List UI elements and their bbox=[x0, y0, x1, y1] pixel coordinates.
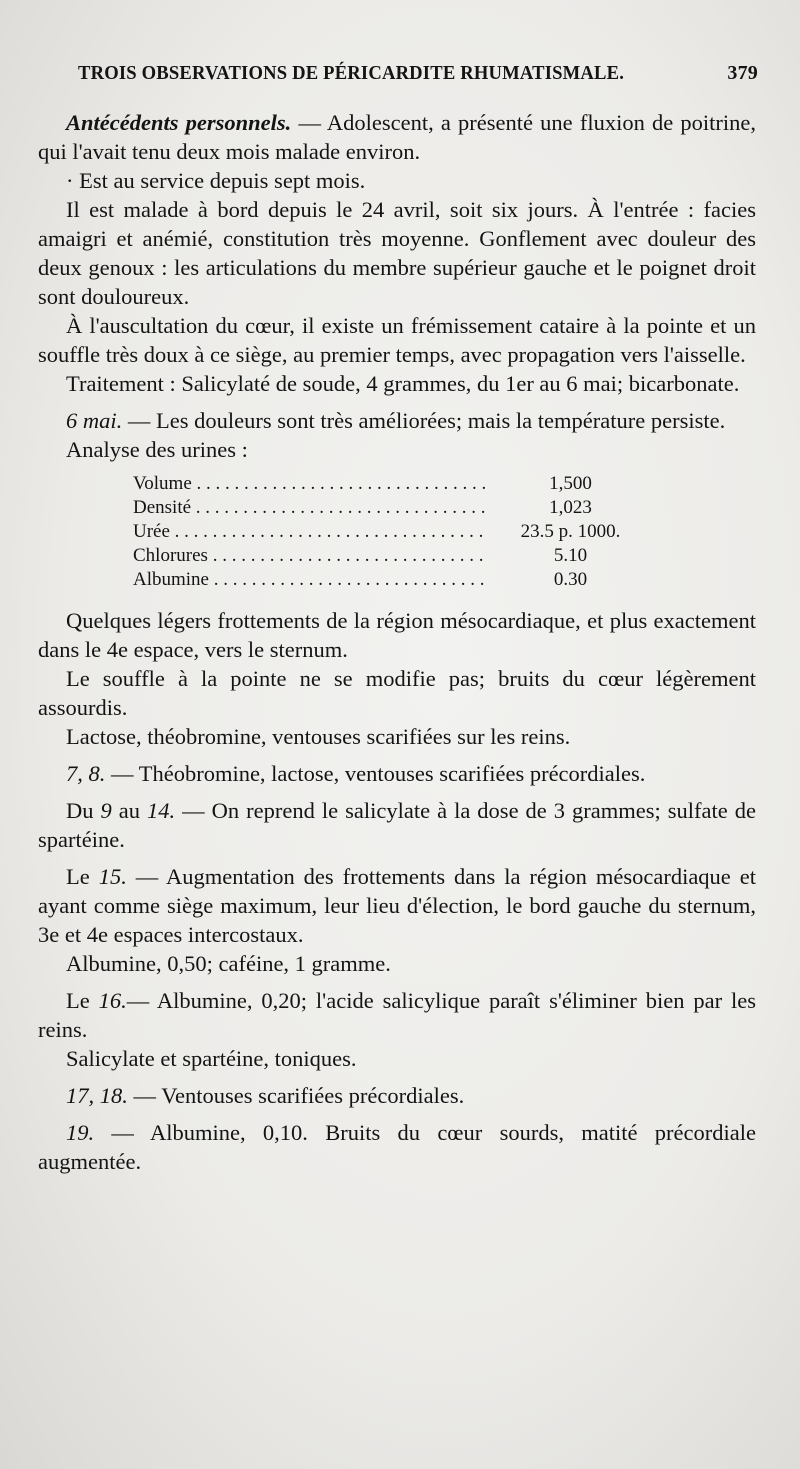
date-lead: 19. bbox=[66, 1120, 95, 1145]
paragraph-entree: Il est malade à bord depuis le 24 avril, soit six jours. À l'entrée : facies amaigri et anémié, constitution très moyenne. Gonflement avec douleur des deux genoux : les articulations du membre supérieur gauche et le poignet droit sont douloureux. bbox=[38, 197, 756, 309]
paragraph-9-14 bbox=[38, 796, 756, 854]
row-label: Albumine . . . bbox=[133, 568, 488, 592]
paragraph-text: — Les douleurs sont très améliorées; mais la température persiste. bbox=[122, 408, 726, 433]
table-row bbox=[133, 568, 653, 592]
paragraph-text: — Ventouses scarifiées précordiales. bbox=[127, 1083, 465, 1108]
urine-analysis-table bbox=[133, 472, 653, 592]
paragraph-15 bbox=[38, 862, 756, 949]
paragraph-7-8 bbox=[38, 759, 756, 788]
text-fragment: au bbox=[111, 798, 148, 823]
running-title: TROIS OBSERVATIONS DE PÉRICARDITE RHUMATISMALE. bbox=[78, 62, 625, 84]
paragraph-text: — Théobromine, lactose, ventouses scarifiées précordiales. bbox=[105, 761, 646, 786]
paragraph-analyse: Analyse des urines : bbox=[66, 437, 248, 462]
row-value: 1,500 bbox=[549, 473, 592, 494]
paragraph-service: · Est au service depuis sept mois. bbox=[66, 168, 366, 193]
text-fragment: Le bbox=[66, 988, 99, 1013]
text-fragment: Le bbox=[66, 864, 99, 889]
table-row bbox=[133, 544, 653, 568]
row-value: 0.30 bbox=[553, 569, 588, 590]
paragraph-19 bbox=[38, 1118, 756, 1176]
paragraph-auscultation: À l'auscultation du cœur, il existe un frémissement cataire à la pointe et un souffle très doux à ce siège, au premier temps, avec propagation vers l'aisselle. bbox=[38, 313, 756, 367]
paragraph-text: — Augmentation des frottements dans la région mésocardiaque et ayant comme siège maximum, leur lieu d'élection, le bord gauche du sternum, 3e et 4e espaces intercostaux. bbox=[38, 864, 756, 947]
table-row bbox=[133, 472, 653, 496]
date-lead: 9 bbox=[100, 798, 112, 823]
section-lead: Antécédents personnels. bbox=[66, 110, 292, 135]
paragraph-text: — On reprend le salicylate à la dose de 3 grammes; sulfate de spartéine. bbox=[38, 798, 756, 852]
body-text bbox=[38, 108, 756, 1176]
paragraph-antecedents bbox=[38, 108, 756, 166]
paragraph-souffle: Le souffle à la pointe ne se modifie pas; bruits du cœur légèrement assourdis. bbox=[38, 666, 756, 720]
paragraph-frottements: Quelques légers frottements de la région mésocardiaque, et plus exactement dans le 4e espace, vers le sternum. bbox=[38, 608, 756, 662]
text-fragment: Du bbox=[66, 798, 101, 823]
row-value: 1,023 bbox=[549, 497, 592, 518]
date-lead: 16. bbox=[98, 988, 127, 1013]
page-number: 379 bbox=[727, 62, 758, 84]
paragraph-6-mai bbox=[38, 406, 756, 435]
paragraph-17-18 bbox=[38, 1081, 756, 1110]
date-lead: 7, 8. bbox=[66, 761, 106, 786]
date-lead: 14. bbox=[147, 798, 176, 823]
row-label: Urée . . . bbox=[133, 520, 488, 544]
paragraph-text: — Albumine, 0,20; l'acide salicylique paraît s'éliminer bien par les reins. bbox=[38, 988, 756, 1042]
row-value: 23.5 p. 1000. bbox=[520, 521, 621, 542]
paragraph-albumine-cafeine: Albumine, 0,50; caféine, 1 gramme. bbox=[66, 951, 391, 976]
row-label: Chlorures . . . bbox=[133, 544, 488, 568]
paragraph-salicylate-sparteine: Salicylate et spartéine, toniques. bbox=[66, 1046, 357, 1071]
date-lead: 17, 18. bbox=[66, 1083, 128, 1108]
row-label: Volume . . . bbox=[133, 472, 488, 496]
table-row bbox=[133, 520, 653, 544]
row-value: 5.10 bbox=[553, 545, 588, 566]
date-lead: 6 mai. bbox=[66, 408, 123, 433]
paragraph-text: — Albumine, 0,10. Bruits du cœur sourds, matité précordiale augmentée. bbox=[38, 1120, 756, 1174]
table-row bbox=[133, 496, 653, 520]
paragraph-traitement: Traitement : Salicylaté de soude, 4 grammes, du 1er au 6 mai; bicarbonate. bbox=[66, 371, 740, 396]
paragraph-16 bbox=[38, 986, 756, 1044]
paragraph-text: — Adolescent, a présenté une fluxion de poitrine, qui l'avait tenu deux mois malade environ. bbox=[38, 110, 757, 164]
row-label: Densité . . . bbox=[133, 496, 488, 520]
paragraph-lactose: Lactose, théobromine, ventouses scarifiées sur les reins. bbox=[66, 724, 571, 749]
date-lead: 15. bbox=[98, 864, 127, 889]
